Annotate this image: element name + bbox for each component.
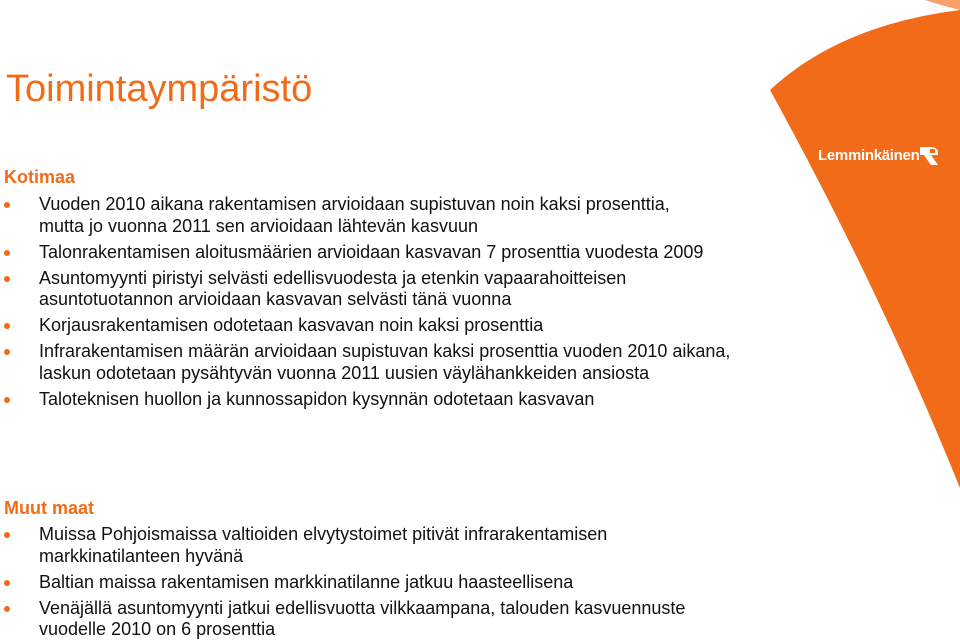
bullet-text: Taloteknisen huollon ja kunnossapidon kysynnän odotetaan kasvavan — [39, 388, 595, 409]
list-item — [0, 341, 790, 384]
logo-text: Lemminkäinen — [818, 147, 920, 164]
bullet-text: Muissa Pohjoismaissa valtioiden elvytystoimet pitivät infrarakentamisen markkinatilanteen hyvänä — [39, 524, 608, 566]
bullet-list-muut-maat — [0, 524, 790, 643]
section-heading-muut-maat: Muut maat — [4, 498, 94, 518]
list-item — [0, 268, 790, 311]
list-item — [0, 572, 790, 594]
list-item — [0, 524, 790, 567]
section-heading-kotimaa: Kotimaa — [4, 167, 76, 187]
slide-title: Toimintaympäristö — [6, 68, 313, 110]
bullet-marker — [4, 202, 10, 208]
company-logo — [818, 141, 944, 171]
bullet-marker — [4, 323, 10, 329]
bullet-text: Venäjällä asuntomyynti jatkui edellisvuotta vilkkaampana, talouden kasvuennuste vuodelle 2010 on 6 prosenttia — [39, 597, 686, 639]
bullet-list-kotimaa — [0, 194, 790, 415]
bullet-text: Baltian maissa rakentamisen markkinatilanne jatkuu haasteellisena — [39, 571, 574, 592]
bullet-marker — [4, 349, 10, 355]
logo-mark-icon — [918, 141, 942, 169]
bullet-marker — [4, 276, 10, 282]
bullet-marker — [4, 532, 10, 538]
list-item — [0, 194, 790, 237]
bullet-marker — [4, 606, 10, 612]
bullet-text: Infrarakentamisen määrän arvioidaan supistuvan kaksi prosenttia vuoden 2010 aikana, laskun odotetaan pysähtyvän vuonna 2011 uusien väylähankkeiden ansiosta — [39, 341, 731, 383]
list-item — [0, 598, 790, 641]
bullet-text: Talonrakentamisen aloitusmäärien arvioidaan kasvavan 7 prosenttia vuodesta 2009 — [39, 241, 704, 262]
bullet-text: Korjausrakentamisen odotetaan kasvavan noin kaksi prosenttia — [39, 315, 544, 335]
list-item — [0, 315, 790, 337]
bullet-marker — [4, 250, 10, 256]
bullet-text: Vuoden 2010 aikana rakentamisen arvioidaan supistuvan noin kaksi prosenttia, mutta jo vuonna 2011 sen arvioidaan lähtevän kasvuun — [39, 194, 670, 236]
list-item — [0, 242, 790, 264]
bullet-text: Asuntomyynti piristyi selvästi edellisvuodesta ja etenkin vapaarahoitteisen asuntotuotannon arvioidaan kasvavan selvästi tänä vuonna — [39, 267, 627, 309]
list-item — [0, 389, 790, 411]
bullet-marker — [4, 580, 10, 586]
bullet-marker — [4, 397, 10, 403]
